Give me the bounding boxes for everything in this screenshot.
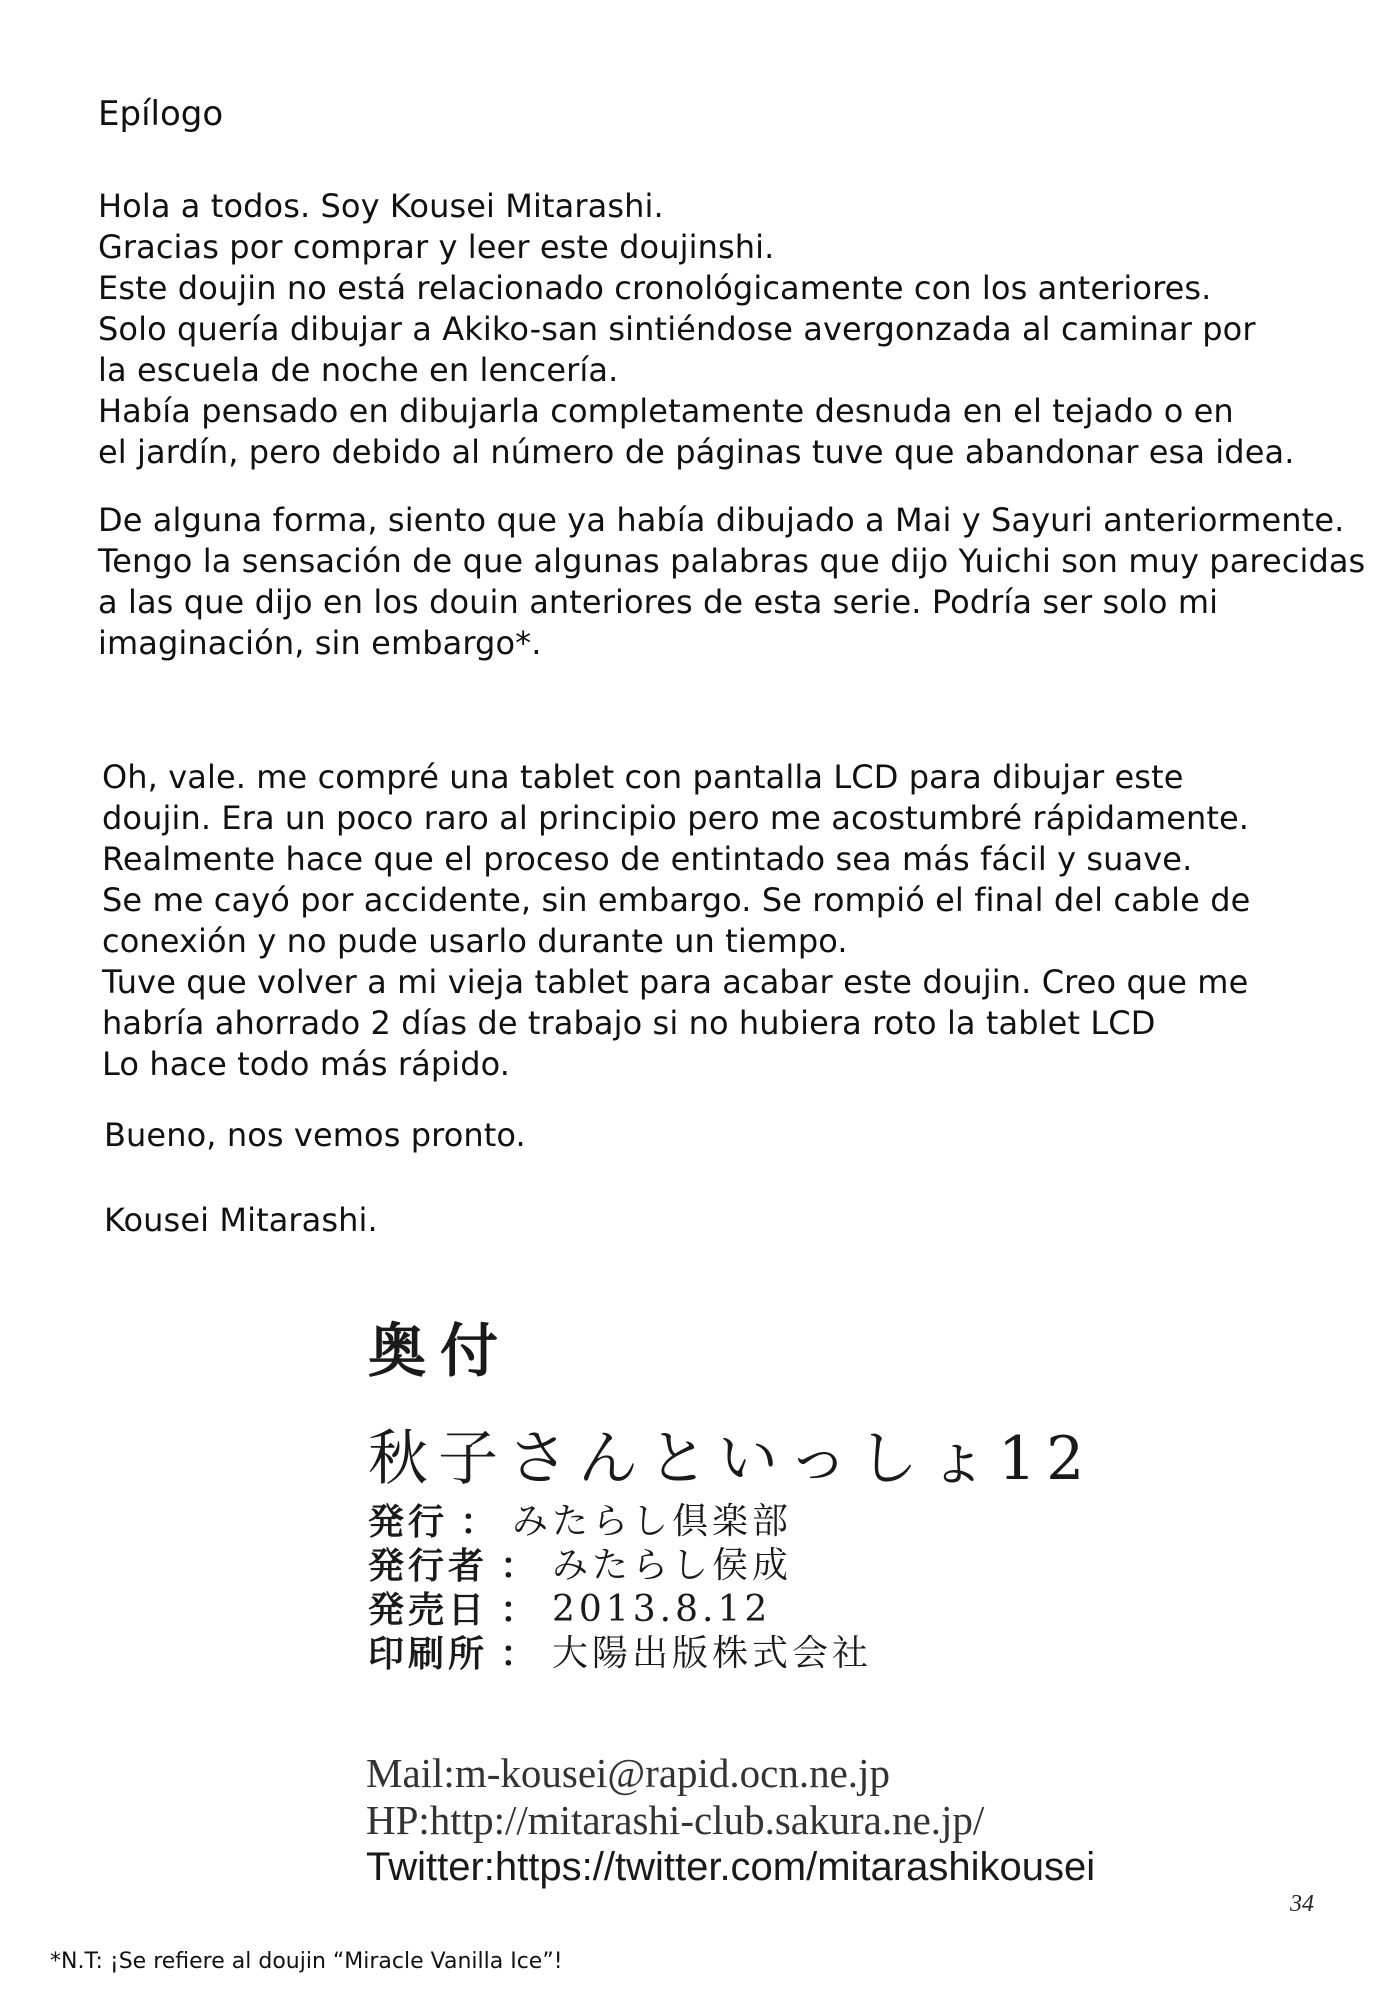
text-line: Tengo la sensación de que algunas palabras que dijo Yuichi son muy parecidas: [98, 542, 1366, 580]
contact-info: [366, 1750, 1095, 1891]
text-line: doujin. Era un poco raro al principio pero me acostumbré rápidamente.: [102, 799, 1250, 837]
text-line: el jardín, pero debido al número de páginas tuve que abandonar esa idea.: [98, 433, 1295, 471]
epilogue-paragraph-2: [98, 500, 1366, 664]
colophon-row-publisher: [368, 1500, 872, 1544]
contact-mail: Mail:m-kousei@rapid.ocn.ne.jp: [366, 1750, 890, 1796]
text-line: Gracias por comprar y leer este doujinshi.: [98, 228, 775, 266]
text-line: Lo hace todo más rápido.: [102, 1045, 511, 1083]
colophon-label: 発行: [368, 1501, 449, 1543]
text-line: Este doujin no está relacionado cronológicamente con los anteriores.: [98, 269, 1212, 307]
colophon-value: みたらし侯成: [552, 1545, 793, 1586]
text-line: la escuela de noche en lencería.: [98, 351, 619, 389]
text-line: habría ahorrado 2 días de trabajo si no hubiera roto la tablet LCD: [102, 1004, 1156, 1042]
text-line: Se me cayó por accidente, sin embargo. Se rompió el final del cable de: [102, 881, 1251, 919]
colophon-label: 発売日: [368, 1589, 489, 1631]
epilogue-paragraph-1: [98, 186, 1338, 473]
colophon-label: 発行者: [368, 1545, 489, 1587]
epilogue-signature: [104, 1200, 1344, 1241]
colophon-separator: ：: [500, 1589, 541, 1631]
colophon-value: 大陽出版株式会社: [552, 1633, 873, 1674]
colophon-separator: ：: [460, 1501, 501, 1543]
contact-homepage: HP:http://mitarashi-club.sakura.ne.jp/: [366, 1797, 985, 1843]
epilogue-farewell: [104, 1115, 1344, 1156]
page-number: 34: [1290, 1891, 1314, 1917]
colophon-row-release-date: [368, 1588, 872, 1632]
text-line: Había pensado en dibujarla completamente desnuda en el tejado o en: [98, 392, 1234, 430]
colophon-book-title: 秋子さんといっしょ12: [368, 1424, 1095, 1494]
text-line: imaginación, sin embargo*.: [98, 624, 542, 662]
text-line: a las que dijo en los douin anteriores de esta serie. Podría ser solo mi: [98, 583, 1219, 621]
colophon-details: [368, 1500, 872, 1676]
text-line: conexión y no pude usarlo durante un tiempo.: [102, 922, 848, 960]
text-line: Hola a todos. Soy Kousei Mitarashi.: [98, 187, 664, 225]
text-line: Solo quería dibujar a Akiko-san sintiéndose avergonzada al caminar por: [98, 310, 1256, 348]
colophon-row-printer: [368, 1632, 872, 1676]
colophon-row-issuer: [368, 1544, 872, 1588]
text-line: Kousei Mitarashi.: [104, 1201, 378, 1239]
colophon-value: みたらし倶楽部: [512, 1501, 793, 1542]
translator-footnote: *N.T: ¡Se refiere al doujin “Miracle Vanilla Ice”!: [50, 1949, 563, 1974]
colophon-value: 2013.8.12: [552, 1589, 772, 1630]
colophon-separator: ：: [500, 1633, 541, 1675]
text-line: Bueno, nos vemos pronto.: [104, 1116, 526, 1154]
epilogue-paragraph-3: [102, 757, 1342, 1085]
text-line: De alguna forma, siento que ya había dibujado a Mai y Sayuri anteriormente.: [98, 501, 1345, 539]
text-line: Oh, vale. me compré una tablet con pantalla LCD para dibujar este: [102, 758, 1184, 796]
text-line: Tuve que volver a mi vieja tablet para acabar este doujin. Creo que me: [102, 963, 1249, 1001]
colophon-label: 印刷所: [368, 1633, 489, 1675]
contact-twitter: Twitter:https://twitter.com/mitarashikousei: [366, 1845, 1096, 1889]
epilogue-title: Epílogo: [98, 94, 224, 134]
colophon-heading: 奥付: [368, 1317, 513, 1385]
text-line: Realmente hace que el proceso de entintado sea más fácil y suave.: [102, 840, 1193, 878]
colophon-separator: ：: [500, 1545, 541, 1587]
